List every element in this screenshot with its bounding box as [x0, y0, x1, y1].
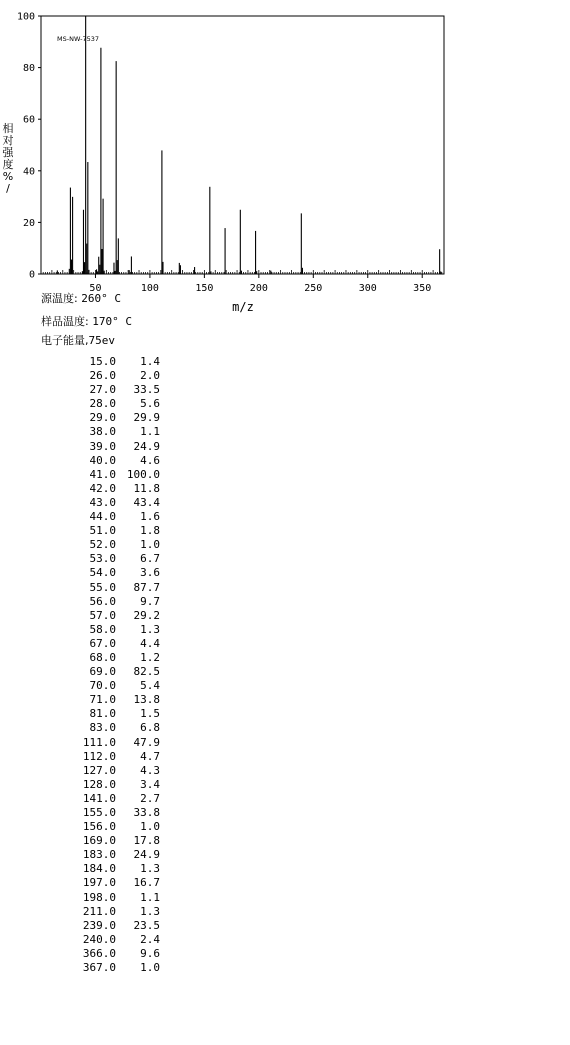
- sample-temperature-value: 170° C: [92, 315, 132, 328]
- intensity-value: 4.6: [140, 453, 160, 467]
- mz-value: 127.0: [82, 763, 116, 777]
- y-tick-label: 80: [22, 63, 35, 75]
- x-tick-label: 350: [413, 283, 432, 294]
- table-row: [40, 637, 160, 651]
- table-row: [40, 933, 160, 947]
- y-axis-label-char: %: [2, 170, 14, 183]
- mz-value: 155.0: [82, 806, 116, 819]
- y-axis-label-char: 度: [2, 158, 14, 171]
- mz-value: 141.0: [82, 791, 116, 805]
- mz-value: 26.0: [89, 369, 116, 383]
- intensity-value: 3.6: [140, 566, 160, 580]
- mz-value: 41.0: [89, 467, 116, 481]
- y-tick-label: 40: [22, 166, 35, 178]
- mz-value: 42.0: [89, 481, 116, 495]
- intensity-value: 1.1: [140, 425, 160, 439]
- intensity-value: 13.8: [133, 693, 160, 707]
- intensity-value: 24.9: [133, 848, 160, 862]
- x-tick-label: 300: [358, 283, 377, 294]
- table-row: [40, 651, 160, 665]
- mz-value: 15.0: [89, 355, 116, 368]
- mz-value: 69.0: [89, 665, 116, 679]
- mz-value: 128.0: [82, 777, 116, 791]
- intensity-value: 1.3: [140, 904, 160, 918]
- intensity-value: 6.7: [140, 552, 160, 566]
- source-temperature: [41, 292, 121, 306]
- y-axis-label-char: /: [6, 182, 10, 195]
- mz-value: 169.0: [82, 834, 116, 848]
- y-axis: [17, 12, 41, 281]
- intensity-value: 82.5: [133, 665, 160, 679]
- mz-value: 184.0: [82, 862, 116, 876]
- table-row: [40, 383, 160, 397]
- x-axis-label: m/z: [232, 300, 254, 314]
- y-axis-label: [3, 121, 15, 195]
- mz-value: 367.0: [82, 961, 116, 975]
- sample-temperature-label: 样品温度:: [41, 315, 89, 328]
- table-row: [40, 862, 160, 876]
- mz-value: 156.0: [82, 820, 116, 834]
- x-tick-label: 200: [249, 283, 268, 294]
- mz-value: 28.0: [89, 397, 116, 411]
- table-row: [40, 609, 160, 623]
- intensity-value: 23.5: [133, 918, 160, 932]
- table-row: [40, 806, 160, 820]
- intensity-value: 4.3: [140, 763, 160, 777]
- intensity-value: 4.4: [140, 636, 160, 650]
- table-row: [40, 397, 160, 411]
- mz-value: 56.0: [89, 594, 116, 608]
- mz-value: 38.0: [89, 425, 116, 439]
- table-row: [40, 440, 160, 454]
- intensity-value: 1.8: [140, 524, 160, 538]
- table-row: [40, 665, 160, 679]
- intensity-value: 1.3: [140, 622, 160, 636]
- mz-value: 71.0: [89, 693, 116, 707]
- table-row: [40, 510, 160, 524]
- mz-value: 58.0: [89, 622, 116, 636]
- table-row: [40, 947, 160, 961]
- mz-value: 183.0: [82, 848, 116, 862]
- intensity-value: 47.9: [133, 735, 160, 749]
- intensity-value: 1.4: [140, 355, 160, 368]
- table-row: [40, 876, 160, 890]
- mz-value: 83.0: [89, 721, 116, 735]
- mz-value: 57.0: [89, 608, 116, 622]
- intensity-value: 2.0: [140, 369, 160, 383]
- mz-value: 70.0: [89, 679, 116, 693]
- y-tick-label: 100: [16, 11, 35, 23]
- mz-value: 29.0: [89, 411, 116, 425]
- intensity-value: 1.3: [140, 862, 160, 876]
- table-row: [40, 905, 160, 919]
- intensity-value: 1.1: [140, 890, 160, 904]
- intensity-value: 1.0: [140, 538, 160, 552]
- intensity-value: 1.0: [140, 820, 160, 834]
- mz-value: 39.0: [89, 439, 116, 453]
- table-row: [40, 623, 160, 637]
- peak-bars: [57, 16, 440, 274]
- intensity-value: 4.7: [140, 749, 160, 763]
- mz-value: 44.0: [89, 510, 116, 524]
- table-row: [40, 961, 160, 975]
- mz-value: 55.0: [89, 580, 116, 594]
- intensity-value: 1.5: [140, 707, 160, 721]
- table-row: [40, 707, 160, 721]
- table-row: [40, 369, 160, 383]
- mass-spectrum-chart: [0, 0, 570, 320]
- y-tick-label: 0: [28, 269, 35, 281]
- mz-value: 112.0: [82, 749, 116, 763]
- mz-value: 67.0: [89, 636, 116, 650]
- y-axis-label-char: 相: [2, 122, 14, 135]
- table-row: [40, 736, 160, 750]
- table-row: [40, 693, 160, 707]
- table-row: [40, 595, 160, 609]
- table-row: [40, 454, 160, 468]
- mz-value: 366.0: [82, 946, 116, 960]
- source-temperature-value: 260° C: [81, 292, 121, 305]
- intensity-value: 43.4: [133, 495, 160, 509]
- mz-value: 54.0: [89, 566, 116, 580]
- mz-value: 240.0: [82, 932, 116, 946]
- mz-value: 53.0: [89, 552, 116, 566]
- table-row: [40, 468, 160, 482]
- table-row: [40, 820, 160, 834]
- intensity-value: 9.7: [140, 594, 160, 608]
- x-tick-label: 100: [140, 283, 159, 294]
- mz-value: 40.0: [89, 453, 116, 467]
- table-row: [40, 355, 160, 369]
- mz-value: 81.0: [89, 707, 116, 721]
- intensity-value: 17.8: [133, 834, 160, 848]
- intensity-value: 3.4: [140, 777, 160, 791]
- table-row: [40, 778, 160, 792]
- table-row: [40, 411, 160, 425]
- electron-energy-value: 75ev: [88, 334, 115, 347]
- intensity-value: 29.9: [133, 411, 160, 425]
- x-tick-label: 50: [89, 283, 102, 294]
- table-row: [40, 891, 160, 905]
- x-tick-label: 150: [195, 283, 214, 294]
- intensity-value: 33.5: [133, 383, 160, 397]
- mz-value: 111.0: [82, 735, 116, 749]
- mz-value: 52.0: [89, 538, 116, 552]
- table-row: [40, 679, 160, 693]
- intensity-value: 24.9: [133, 439, 160, 453]
- table-row: [40, 425, 160, 439]
- table-row: [40, 496, 160, 510]
- intensity-value: 16.7: [133, 876, 160, 890]
- table-row: [40, 566, 160, 580]
- peak-table: [40, 355, 160, 975]
- source-temperature-label: 源温度:: [41, 292, 78, 305]
- y-tick-label: 60: [22, 114, 35, 126]
- table-row: [40, 552, 160, 566]
- intensity-value: 1.2: [140, 650, 160, 664]
- table-row: [40, 848, 160, 862]
- mz-value: 239.0: [82, 918, 116, 932]
- mz-value: 197.0: [82, 876, 116, 890]
- table-row: [40, 792, 160, 806]
- intensity-value: 2.7: [140, 791, 160, 805]
- table-row: [40, 721, 160, 735]
- intensity-value: 87.7: [133, 580, 160, 594]
- intensity-value: 1.6: [140, 510, 160, 524]
- electron-energy-label: 电子能量,: [41, 334, 89, 347]
- intensity-value: 6.8: [140, 721, 160, 735]
- intensity-value: 5.4: [140, 679, 160, 693]
- table-row: [40, 581, 160, 595]
- sample-temperature: [41, 315, 132, 329]
- mz-value: 198.0: [82, 890, 116, 904]
- spectrum-id-label: MS-NW-7537: [57, 35, 99, 43]
- intensity-value: 29.2: [133, 608, 160, 622]
- intensity-value: 5.6: [140, 397, 160, 411]
- y-tick-label: 20: [22, 217, 35, 229]
- intensity-value: 33.8: [133, 806, 160, 819]
- table-row: [40, 538, 160, 552]
- table-row: [40, 482, 160, 496]
- table-row: [40, 524, 160, 538]
- mz-value: 51.0: [89, 524, 116, 538]
- x-tick-label: 250: [304, 283, 323, 294]
- intensity-value: 11.8: [133, 481, 160, 495]
- intensity-value: 1.0: [140, 961, 160, 975]
- intensity-value: 9.6: [140, 946, 160, 960]
- table-row: [40, 750, 160, 764]
- table-row: [40, 834, 160, 848]
- table-row: [40, 919, 160, 933]
- y-axis-label-char: 对: [2, 134, 14, 147]
- intensity-value: 100.0: [126, 467, 160, 481]
- intensity-value: 2.4: [140, 932, 160, 946]
- mz-value: 27.0: [89, 383, 116, 397]
- electron-energy: [41, 334, 115, 348]
- mz-value: 68.0: [89, 650, 116, 664]
- mz-value: 43.0: [89, 495, 116, 509]
- mz-value: 211.0: [82, 904, 116, 918]
- table-row: [40, 764, 160, 778]
- y-axis-label-char: 强: [2, 146, 14, 159]
